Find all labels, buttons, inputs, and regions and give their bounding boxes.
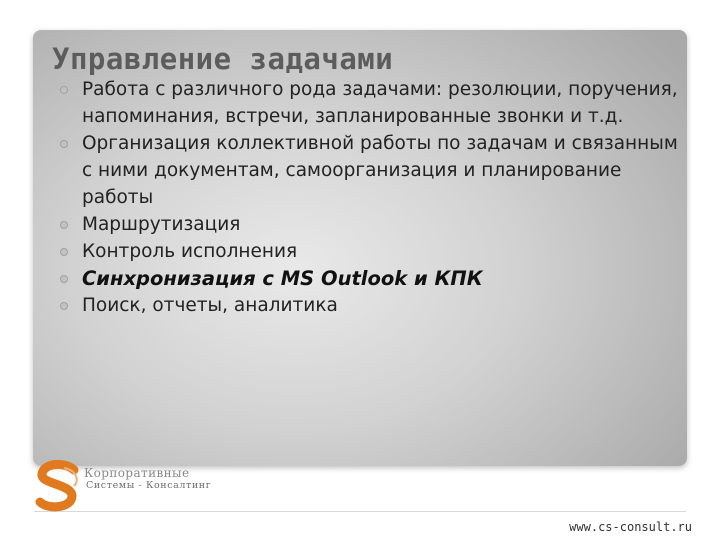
bullet-dot-icon — [60, 275, 68, 283]
bullet-item — [82, 292, 682, 319]
slide-title: Управление задачами — [52, 42, 394, 76]
bullet-text: Контроль исполнения — [82, 241, 298, 262]
bullet-dot-icon — [60, 86, 68, 94]
logo-line2: Системы - Консалтинг — [86, 480, 212, 491]
bullet-item — [82, 211, 682, 238]
bullet-dot-icon — [60, 248, 68, 256]
bullet-text: Поиск, отчеты, аналитика — [82, 295, 338, 316]
company-logo — [34, 460, 334, 514]
bullet-item — [82, 238, 682, 265]
bullet-dot-icon — [60, 221, 68, 229]
logo-line1: Корпоративные — [84, 466, 190, 480]
bullet-text: Организация коллективной работы по задачам и связанным с ними документам, самоорганизация и планирование работы — [82, 133, 678, 208]
bullet-dot-icon — [60, 302, 68, 310]
bullet-text: Работа с различного рода задачами: резолюции, поручения, напоминания, встречи, запланированные звонки и т.д. — [82, 79, 678, 127]
bullet-item-emphasized — [82, 265, 682, 292]
bullet-item — [82, 76, 682, 130]
bullet-list — [82, 76, 682, 319]
bullet-item — [82, 130, 682, 211]
site-url[interactable]: www.cs-consult.ru — [569, 520, 692, 534]
logo-s-icon — [34, 460, 84, 514]
bullet-text: Синхронизация с MS Outlook и КПК — [82, 267, 483, 290]
bullet-dot-icon — [60, 140, 68, 148]
bullet-text: Маршрутизация — [82, 214, 241, 235]
